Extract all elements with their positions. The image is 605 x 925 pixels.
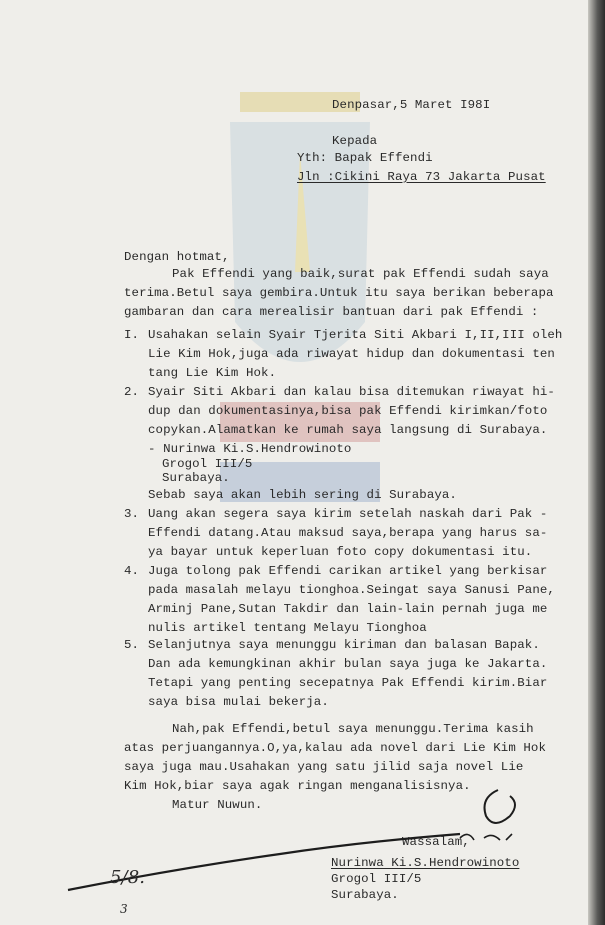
item-4-number: 4.	[124, 564, 140, 578]
margin-note-sub: 3	[120, 902, 128, 916]
recipient-yth: Yth: Bapak Effendi	[297, 151, 433, 165]
item-2-line: dup dan dokumentasinya,bisa pak Effendi kirimkan/foto	[148, 404, 548, 418]
item-5-line: Dan ada kemungkinan akhir bulan saya juga ke Jakarta.	[148, 657, 548, 671]
recipient-kepada: Kepada	[332, 134, 378, 148]
item-5-number: 5.	[124, 638, 140, 652]
closing-line-1: Nah,pak Effendi,betul saya menunggu.Terima kasih	[172, 722, 534, 736]
greeting: Dengan hotmat,	[124, 250, 230, 264]
signature-street: Grogol III/5	[331, 872, 422, 886]
letter-date: Denpasar,5 Maret I98I	[332, 98, 491, 112]
item-2-address-street: Grogol III/5	[162, 457, 253, 471]
closing-thanks: Matur Nuwun.	[172, 798, 263, 812]
signoff: Wassalam,	[402, 835, 470, 849]
item-3-line: Uang akan segera saya kirim setelah naskah dari Pak -	[148, 507, 548, 521]
item-3-line: Effendi datang.Atau maksud saya,berapa yang harus sa-	[148, 526, 548, 540]
closing-line-2: atas perjuangannya.O,ya,kalau ada novel dari Lie Kim Hok	[124, 741, 546, 755]
signature-name: Nurinwa Ki.S.Hendrowinoto	[331, 856, 520, 870]
scan-edge-shadow	[588, 0, 605, 925]
recipient-address: Jln :Cikini Raya 73 Jakarta Pusat	[297, 170, 546, 184]
item-3-line: ya bayar untuk keperluan foto copy dokumentasi itu.	[148, 545, 533, 559]
intro-line-3: gambaran dan cara merealisir bantuan dari pak Effendi :	[124, 305, 539, 319]
item-2-line: copykan.Alamatkan ke rumah saya langsung di Surabaya.	[148, 423, 548, 437]
item-2-line: Sebab saya akan lebih sering di Surabaya.	[148, 488, 457, 502]
margin-note: 5/8.	[110, 867, 146, 888]
item-1-number: I.	[124, 328, 140, 342]
item-2-number: 2.	[124, 385, 140, 399]
item-2-address-name: - Nurinwa Ki.S.Hendrowinoto	[148, 442, 352, 456]
intro-line-1: Pak Effendi yang baik,surat pak Effendi sudah saya	[172, 267, 549, 281]
item-4-line: Juga tolong pak Effendi carikan artikel yang berkisar	[148, 564, 548, 578]
item-5-line: Tetapi yang penting secepatnya Pak Effendi kirim.Biar	[148, 676, 548, 690]
item-1-line: tang Lie Kim Hok.	[148, 366, 277, 380]
item-5-line: saya bisa mulai bekerja.	[148, 695, 329, 709]
signature-city: Surabaya.	[331, 888, 399, 902]
item-2-line: Syair Siti Akbari dan kalau bisa ditemukan riwayat hi-	[148, 385, 555, 399]
item-1-line: Usahakan selain Syair Tjerita Siti Akbari I,II,III oleh	[148, 328, 563, 342]
item-5-line: Selanjutnya saya menunggu kiriman dan balasan Bapak.	[148, 638, 540, 652]
item-1-line: Lie Kim Hok,juga ada riwayat hidup dan dokumentasi ten	[148, 347, 555, 361]
closing-line-4: Kim Hok,biar saya agak ringan menganalisisnya.	[124, 779, 471, 793]
item-4-line: Arminj Pane,Sutan Takdir dan lain-lain pernah juga me	[148, 602, 548, 616]
intro-line-2: terima.Betul saya gembira.Untuk itu saya berikan beberapa	[124, 286, 554, 300]
item-2-address-city: Surabaya.	[162, 471, 230, 485]
closing-line-3: saya juga mau.Usahakan yang satu jilid saja novel Lie	[124, 760, 524, 774]
item-4-line: pada masalah melayu tionghoa.Seingat saya Sanusi Pane,	[148, 583, 555, 597]
item-4-line: nulis artikel tentang Melayu Tionghoa	[148, 621, 427, 635]
item-3-number: 3.	[124, 507, 140, 521]
